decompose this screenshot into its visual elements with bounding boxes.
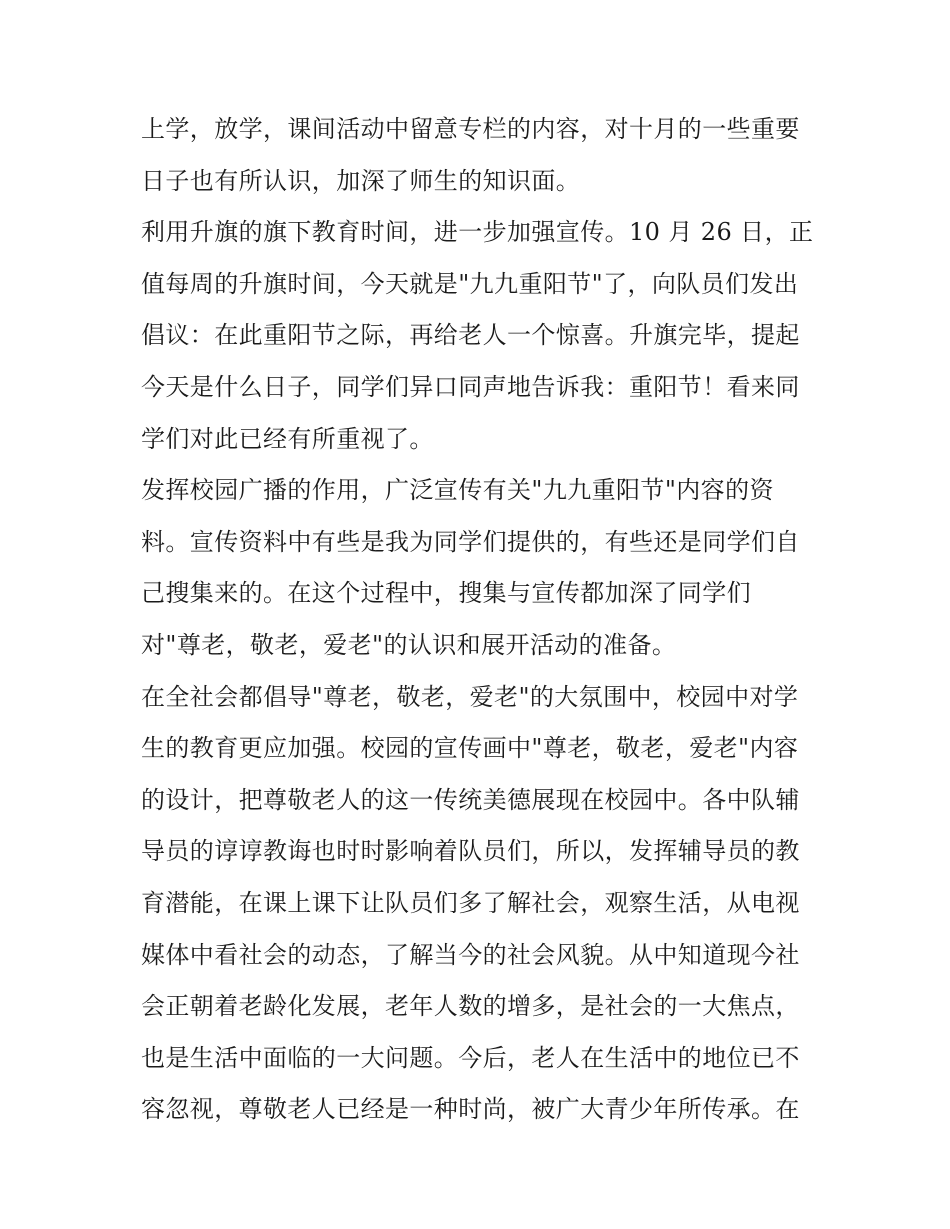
text-line: 今天是什么日子，同学们异口同声地告诉我：重阳节！看来同 xyxy=(141,372,800,401)
text-line: 对"尊老，敬老，爱老"的认识和展开活动的准备。 xyxy=(141,630,677,659)
text-line: 导员的谆谆教诲也时时影响着队员们，所以，发挥辅导员的教 xyxy=(141,837,800,866)
text-line: 也是生活中面临的一大问题。今后，老人在生活中的地位已不 xyxy=(141,1043,800,1072)
text-line: 料。宣传资料中有些是我为同学们提供的，有些还是同学们自 xyxy=(141,527,800,556)
text-line: 己搜集来的。在这个过程中，搜集与宣传都加深了同学们 xyxy=(141,579,751,608)
text-line: 倡议：在此重阳节之际，再给老人一个惊喜。升旗完毕，提起 xyxy=(141,321,800,350)
text-line: 会正朝着老龄化发展，老年人数的增多，是社会的一大焦点， xyxy=(141,992,800,1021)
text-line: 发挥校园广播的作用，广泛宣传有关"九九重阳节"内容的资 xyxy=(141,476,774,505)
text-line: 学们对此已经有所重视了。 xyxy=(141,424,434,453)
text-line: 育潜能，在课上课下让队员们多了解社会，观察生活，从电视 xyxy=(141,888,800,917)
text-line: 生的教育更应加强。校园的宣传画中"尊老，敬老，爱老"内容 xyxy=(141,734,799,763)
text-line: 媒体中看社会的动态，了解当今的社会风貌。从中知道现今社 xyxy=(141,940,800,969)
text-line: 的设计，把尊敬老人的这一传统美德展现在校园中。各中队辅 xyxy=(141,785,800,814)
text-line: 容忽视，尊敬老人已经是一种时尚，被广大青少年所传承。在 xyxy=(141,1095,800,1124)
text-line: 上学，放学，课间活动中留意专栏的内容，对十月的一些重要 xyxy=(141,115,800,143)
text-line: 值每周的升旗时间，今天就是"九九重阳节"了，向队员们发出 xyxy=(141,269,799,298)
text-line: 利用升旗的旗下教育时间，进一步加强宣传。10 月 26 日，正 xyxy=(141,218,814,247)
text-line: 日子也有所认识，加深了师生的知识面。 xyxy=(141,166,581,195)
body-text xyxy=(141,104,814,1136)
text-line: 在全社会都倡导"尊老，敬老，爱老"的大氛围中，校园中对学 xyxy=(141,682,799,711)
